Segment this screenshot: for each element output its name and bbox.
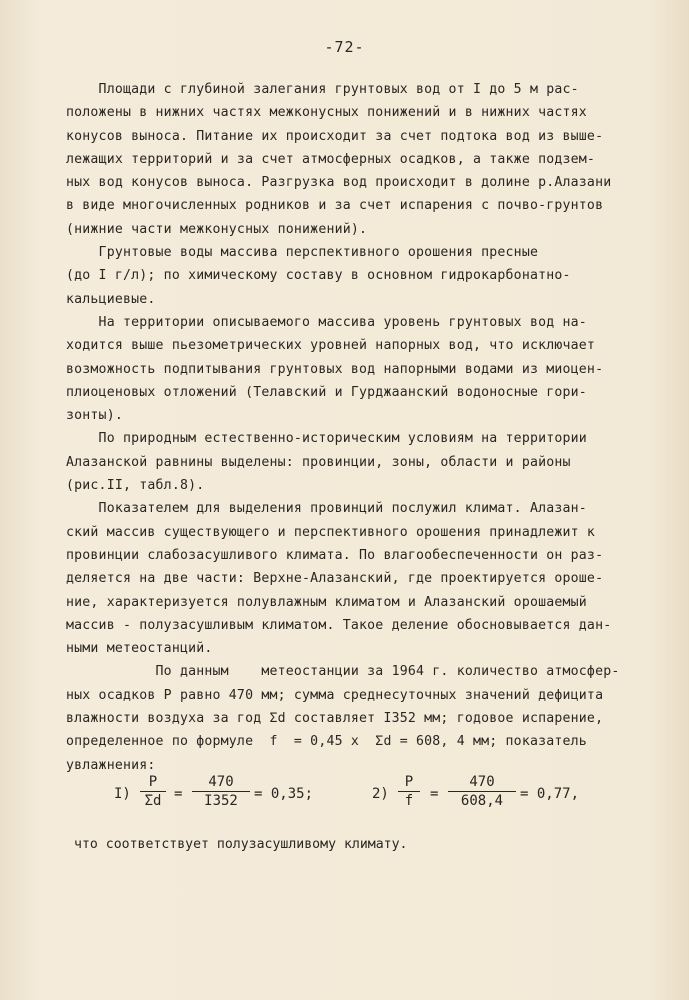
page-number: -72-	[324, 38, 365, 56]
text-line: ными метеостанций.	[66, 641, 213, 657]
text-line: конусов выноса. Питание их происходит за счет подтока вод из выше-	[66, 128, 604, 144]
text-line: ходится выше пьезометрических уровней напорных вод, что исключает	[66, 338, 596, 354]
formula1-numerator: P	[148, 774, 158, 790]
formula1-denominator-value: I352	[204, 793, 238, 809]
text-line: увлажнения:	[66, 757, 156, 773]
text-line: По данным метеостанции за 1964 г. количество атмосфер-	[66, 664, 620, 680]
text-line: (рис.II, табл.8).	[66, 478, 205, 494]
formula2-equals: =	[430, 786, 439, 802]
formula1-fraction-a	[140, 774, 166, 809]
text-line: Показателем для выделения провинций послужил климат. Алазан-	[66, 501, 587, 517]
fraction-bar	[398, 791, 420, 792]
fraction-bar	[140, 791, 166, 792]
text-line: Алазанской равнины выделены: провинции, зоны, области и районы	[66, 454, 571, 470]
closing-line: что соответствует полузасушливому климату.	[74, 837, 408, 852]
text-line: (до I г/л); по химическому составу в основном гидрокарбонатно-	[66, 268, 571, 284]
text-line: определенное по формуле f = 0,45 x Σd = 608, 4 мм; показатель	[66, 734, 587, 750]
formula1-numerator-value: 470	[208, 774, 234, 790]
formula2-result: = 0,77,	[520, 786, 580, 802]
formula2-denominator-value: 608,4	[460, 793, 504, 809]
text-line: На территории описываемого массива уровень грунтовых вод на-	[66, 314, 587, 330]
fraction-bar	[192, 791, 250, 792]
text-line: влажности воздуха за год Σd составляет I352 мм; годовое испарение,	[66, 711, 604, 727]
formula1-label: I)	[114, 786, 131, 802]
formula2-label: 2)	[372, 786, 389, 802]
text-line: (нижние части межконусных понижений).	[66, 221, 368, 237]
formula2-fraction-b	[448, 774, 516, 809]
text-line: По природным естественно-историческим условиям на территории	[66, 431, 587, 447]
text-line: деляется на две части: Верхне-Алазанский, где проектируется ороше-	[66, 571, 604, 587]
text-line: ных осадков P равно 470 мм; сумма среднесуточных значений дефицита	[66, 687, 604, 703]
formula1-denominator: Σd	[144, 793, 162, 809]
text-line: ский массив существующего и перспективного орошения принадлежит к	[66, 524, 596, 540]
text-line: провинции слабозасушливого климата. По влагообеспеченности он раз-	[66, 547, 604, 563]
formula2-numerator-value: 470	[469, 774, 495, 790]
formula1-fraction-b	[192, 774, 250, 809]
text-line: лежащих территорий и за счет атмосферных осадков, а также подзем-	[66, 151, 596, 167]
formula1-equals: =	[174, 786, 183, 802]
formula1-result: = 0,35;	[254, 786, 314, 802]
text-line: Грунтовые воды массива перспективного орошения пресные	[66, 245, 539, 261]
text-line: в виде многочисленных родников и за счет испарения с почво-грунтов	[66, 198, 604, 214]
formula-row	[108, 770, 628, 826]
body-text	[66, 78, 666, 777]
text-line: возможность подпитывания грунтовых вод напорными водами из миоцен-	[66, 361, 604, 377]
formula2-fraction-a	[398, 774, 420, 809]
text-line: ние, характеризуется полувлажным климатом и Алазанский орошаемый	[66, 594, 587, 610]
text-line: положены в нижних частях межконусных понижений и в нижних частях	[66, 105, 587, 121]
text-line: кальциевые.	[66, 291, 156, 307]
fraction-bar	[448, 791, 516, 792]
text-line: Площади с глубиной залегания грунтовых вод от I до 5 м рас-	[66, 82, 579, 97]
text-line: массив - полузасушливым климатом. Такое деление обосновывается дан-	[66, 617, 612, 633]
formula2-numerator: P	[404, 774, 414, 790]
text-line: ных вод конусов выноса. Разгрузка вод происходит в долине р.Алазани	[66, 175, 612, 191]
formula2-denominator: f	[404, 793, 414, 809]
text-line: плиоценовых отложений (Телавский и Гурджаанский водоносные гори-	[66, 384, 587, 400]
text-line: зонты).	[66, 408, 123, 424]
